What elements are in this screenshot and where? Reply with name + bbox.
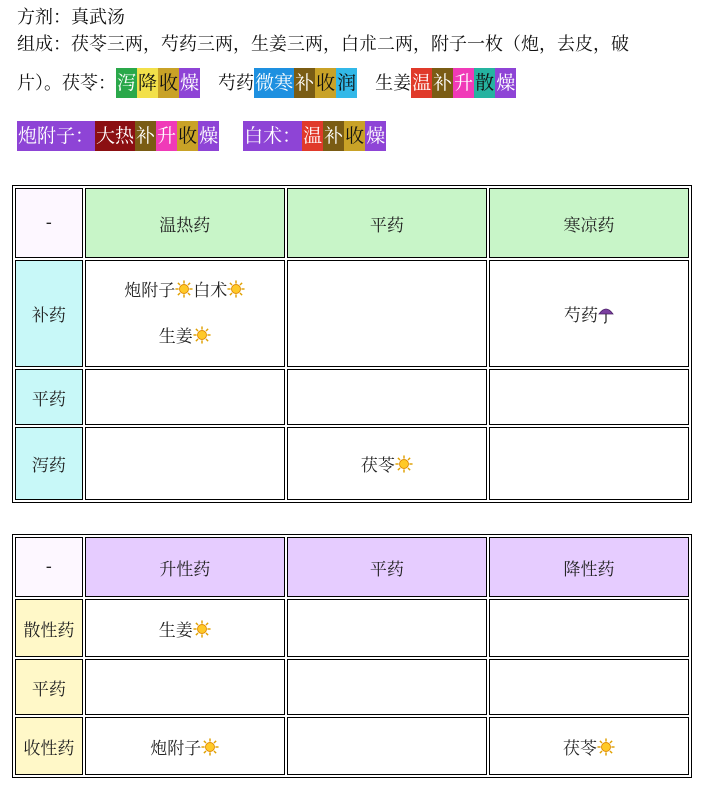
herb-property-group: [243, 126, 386, 147]
cell-purge-neutral: [287, 427, 487, 500]
temperature-table: [12, 185, 692, 503]
cell-astringe-ascend: [85, 717, 285, 775]
property-tag: 收: [158, 68, 179, 98]
cell-neutral-neutral: [287, 369, 487, 425]
properties-line-2: [17, 121, 386, 152]
formula-title-label: 方剂：: [17, 7, 71, 28]
direction-table: [12, 534, 692, 778]
cell-disperse-neutral: [287, 599, 487, 657]
row-header-disperse: 散性药: [15, 599, 83, 657]
cell-neutral-warm: [85, 369, 285, 425]
sun-icon: [395, 455, 413, 473]
herb-name: 白术：: [243, 121, 302, 151]
cell-disperse-ascend: [85, 599, 285, 657]
cell-tonify-neutral: [287, 260, 487, 367]
row-header-purge: 泻药: [15, 427, 83, 500]
herb-property-group: [218, 73, 357, 94]
sun-icon: [193, 324, 211, 342]
herb-property-group: [375, 73, 516, 94]
cell-astringe-descend: [489, 717, 689, 775]
cell-neutral-ascend: [85, 659, 285, 715]
property-tag: 散: [474, 68, 495, 98]
table-corner: -: [15, 188, 83, 258]
col-header-descend: 降性药: [489, 537, 689, 597]
property-tag: 补: [294, 68, 315, 98]
cell-purge-warm: [85, 427, 285, 500]
herb-shengjiang: 生姜: [158, 620, 193, 641]
cell-neutral-neutral: [287, 659, 487, 715]
herb-shengjiang: 生姜: [158, 326, 193, 347]
row-header-neutral: 平药: [15, 369, 83, 425]
composition-text-cont: 片）。: [17, 73, 62, 94]
property-tag: 泻: [116, 68, 137, 98]
property-tag: 收: [344, 121, 365, 151]
row-header-tonify: 补药: [15, 260, 83, 367]
herb-name: 炮附子：: [17, 121, 95, 151]
formula-title-line: [17, 6, 125, 30]
cell-disperse-descend: [489, 599, 689, 657]
property-tag: 润: [336, 68, 357, 98]
sun-icon: [193, 620, 211, 638]
herb-fuling: 茯苓: [562, 738, 597, 759]
sun-icon: [175, 278, 193, 296]
composition-text: 茯苓三两，芍药三两，生姜三两，白朮二两，附子一枚（炮，去皮，破: [71, 34, 629, 55]
property-tag: 收: [177, 121, 198, 151]
property-tag: 燥: [365, 121, 386, 151]
property-tag: 燥: [198, 121, 219, 151]
herb-name: 茯苓：: [62, 73, 116, 94]
cell-purge-cold: [489, 427, 689, 500]
herb-paofuzi: 炮附子: [150, 738, 202, 759]
col-header-warm: 温热药: [85, 188, 285, 258]
property-tag: 降: [137, 68, 158, 98]
row-header-astringe: 收性药: [15, 717, 83, 775]
col-header-neutral: 平药: [287, 188, 487, 258]
property-tag: 补: [323, 121, 344, 151]
property-tag: 升: [453, 68, 474, 98]
property-tag: 补: [135, 121, 156, 151]
cell-neutral-cold: [489, 369, 689, 425]
sun-icon: [201, 738, 219, 756]
cell-astringe-neutral: [287, 717, 487, 775]
col-header-ascend: 升性药: [85, 537, 285, 597]
umbrella-icon: [598, 306, 614, 324]
sun-icon: [227, 278, 245, 296]
row-header-neutral: 平药: [15, 659, 83, 715]
composition-label: 组成：: [17, 34, 71, 55]
property-tag: 大热: [95, 121, 135, 151]
herb-name: 芍药: [218, 73, 255, 94]
property-tag: 温: [302, 121, 323, 151]
herb-name: 生姜: [375, 73, 412, 94]
herb-property-group: [17, 126, 219, 147]
property-tag: 补: [432, 68, 453, 98]
col-header-cold: 寒凉药: [489, 188, 689, 258]
cell-neutral-descend: [489, 659, 689, 715]
herb-shaoyao: 芍药: [563, 306, 598, 326]
property-tag: 收: [315, 68, 336, 98]
herb-property-group: [62, 73, 200, 94]
herb-fuling: 茯苓: [360, 456, 395, 476]
cell-tonify-warm: [85, 260, 285, 367]
property-tag: 升: [156, 121, 177, 151]
composition-line: [17, 33, 629, 57]
col-header-neutral: 平药: [287, 537, 487, 597]
sun-icon: [597, 738, 615, 756]
property-tag: 微寒: [254, 68, 294, 98]
properties-line: [17, 68, 516, 99]
property-tag: 燥: [179, 68, 200, 98]
formula-title-value: 真武汤: [71, 7, 125, 28]
property-tag: 温: [411, 68, 432, 98]
property-tag: 燥: [495, 68, 516, 98]
herb-paofuzi: 炮附子: [124, 280, 176, 301]
herb-baizhu: 白术: [193, 280, 228, 301]
table-corner: -: [15, 537, 83, 597]
cell-tonify-cold: [489, 260, 689, 367]
